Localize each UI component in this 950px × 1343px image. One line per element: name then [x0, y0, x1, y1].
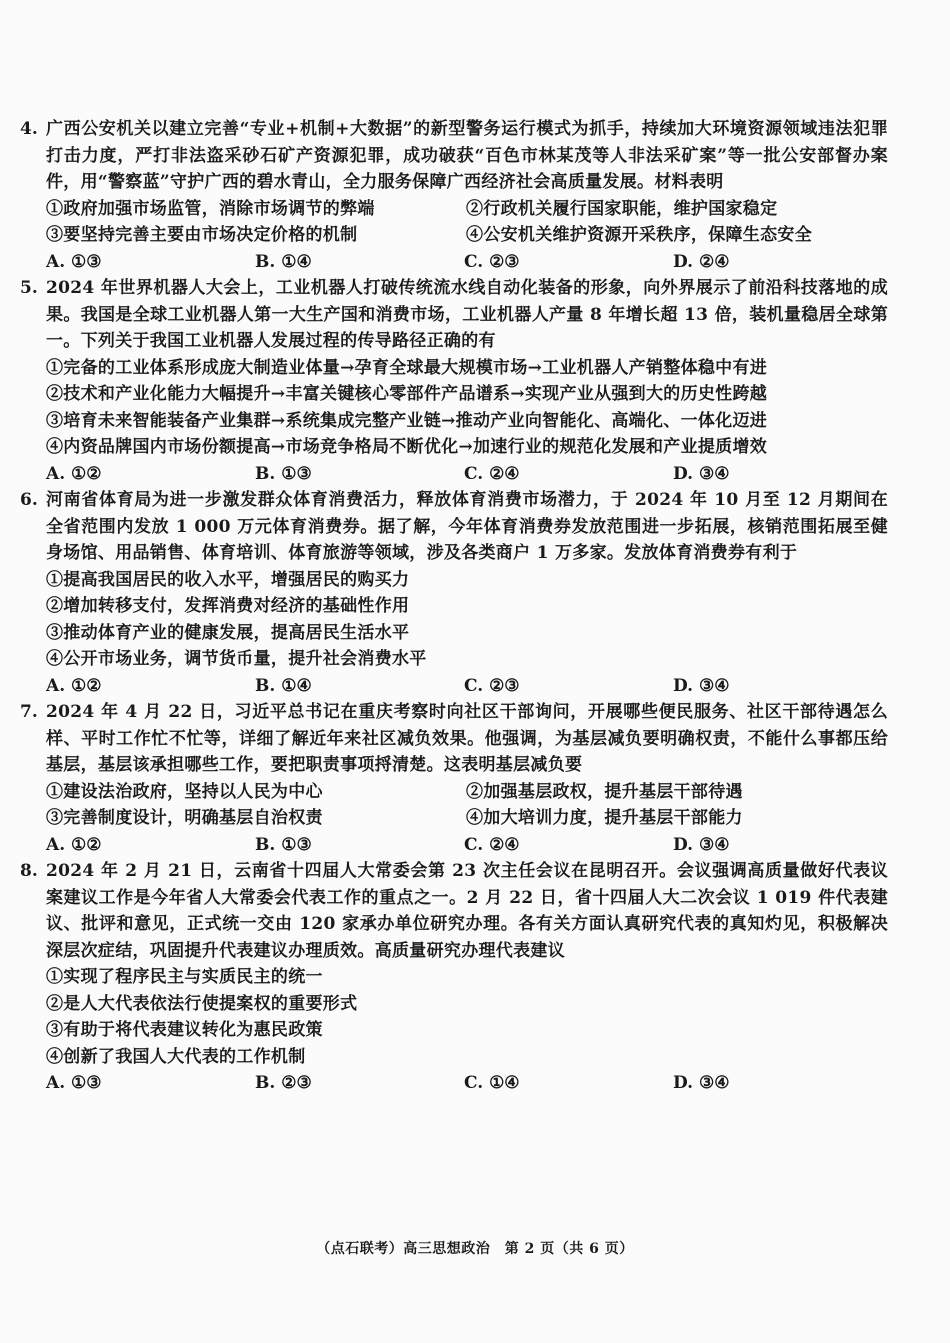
question-stem: 2024 年世界机器人大会上，工业机器人打破传统流水线自动化装备的形象，向外界展示了前沿科技落地的成果。我国是全球工业机器人第一大生产国和消费市场，工业机器人产量 8 年增长超 13 倍，装机量稳居全球第一。下列关于我国工业机器人发展过程的传导路径正确的有: [46, 278, 888, 351]
statement-grid: [46, 222, 888, 249]
choice-b: B. ②③: [255, 1073, 312, 1093]
question-stem: 河南省体育局为进一步激发群众体育消费活力，释放体育消费市场潜力，于 2024 年 10 月至 12 月期间在全省范围内发放 1 000 万元体育消费券。据了解，今年体育消费券发放范围进一步拓展，核销范围拓展至健身场馆、用品销售、体育培训、体育旅游等领域，涉及各类商户 1 万多家。发放体育消费券有利于: [46, 490, 888, 563]
answer-choices: [46, 673, 888, 700]
statement-1: ①政府加强市场监管，消除市场调节的弊端: [46, 198, 375, 219]
statement-1: ①提高我国居民的收入水平，增强居民的购买力: [46, 569, 410, 590]
statement-4: ④公开市场业务，调节货币量，提升社会消费水平: [46, 649, 427, 669]
choice-c: C. ②④: [464, 834, 520, 855]
choice-c: C. ②③: [464, 675, 520, 696]
choice-b: B. ①③: [255, 834, 312, 855]
choice-a: A. ①③: [46, 251, 102, 272]
statement-3: ③要坚持完善主要由市场决定价格的机制: [46, 225, 358, 245]
statement-1: ①完备的工业体系形成庞大制造业体量→孕育全球最大规模市场→工业机器人产销整体稳中有进: [46, 357, 768, 378]
statement-3: ③完善制度设计，明确基层自治权责: [46, 808, 323, 828]
statement-2: ②增加转移支付，发挥消费对经济的基础性作用: [46, 596, 410, 616]
choice-a: A. ①②: [46, 463, 102, 484]
statement-4: ④创新了我国人大代表的工作机制: [46, 1046, 306, 1067]
choice-d: D. ②④: [673, 251, 730, 272]
question-number: 8.: [20, 861, 38, 881]
question-7: [20, 699, 888, 858]
statement-4: ④公安机关维护资源开采秩序，保障生态安全: [466, 225, 812, 245]
answer-choices: [46, 249, 888, 276]
statement-3: ③有助于将代表建议转化为惠民政策: [46, 1020, 323, 1040]
statement-grid: [46, 196, 888, 223]
question-list: [20, 116, 888, 1097]
statement-3: ③推动体育产业的健康发展，提高居民生活水平: [46, 622, 410, 643]
choice-a: A. ①②: [46, 675, 102, 696]
question-6: [20, 487, 888, 699]
answer-choices: [46, 461, 888, 488]
choice-c: C. ②③: [464, 251, 520, 272]
choice-a: A. ①②: [46, 834, 102, 855]
question-stem: 2024 年 2 月 21 日，云南省十四届人大常委会第 23 次主任会议在昆明召开。会议强调高质量做好代表议案建议工作是今年省人大常委会代表工作的重点之一。2 月 22 日，省十四届人大二次会议 1 019 件代表建议、批评和意见，正式统一交由 120 家承办单位研究办理。各有关方面认真研究代表的真知灼见，积极解决深层次症结，巩固提升代表建议办理质效。高质量研究办理代表建议: [46, 861, 888, 961]
statement-3: ③培育未来智能装备产业集群→系统集成完整产业链→推动产业向智能化、高端化、一体化迈进: [46, 410, 768, 431]
question-8: [20, 858, 888, 1097]
choice-d: D. ③④: [673, 463, 730, 484]
statement-1: ①建设法治政府，坚持以人民为中心: [46, 781, 323, 802]
choice-b: B. ①③: [255, 463, 312, 484]
choice-c: C. ①④: [464, 1073, 520, 1093]
question-number: 7.: [20, 702, 38, 722]
question-4: [20, 116, 888, 275]
statement-2: ②是人大代表依法行使提案权的重要形式: [46, 993, 358, 1014]
question-5: [20, 275, 888, 487]
statement-grid: [46, 805, 888, 832]
statement-2: ②技术和产业化能力大幅提升→丰富关键核心零部件产品谱系→实现产业从强到大的历史性跨越: [46, 384, 768, 404]
statement-4: ④加大培训力度，提升基层干部能力: [466, 808, 743, 828]
statement-grid: [46, 779, 888, 806]
choice-d: D. ③④: [673, 834, 730, 855]
choice-d: D. ③④: [673, 1073, 730, 1093]
choice-b: B. ①④: [255, 675, 312, 696]
choice-b: B. ①④: [255, 251, 312, 272]
choice-c: C. ②④: [464, 463, 520, 484]
choice-a: A. ①③: [46, 1073, 102, 1093]
statement-1: ①实现了程序民主与实质民主的统一: [46, 967, 323, 987]
answer-choices: [46, 832, 888, 859]
answer-choices: [46, 1070, 888, 1097]
question-stem: 2024 年 4 月 22 日，习近平总书记在重庆考察时向社区干部询问，开展哪些便民服务、社区干部待遇怎么样、平时工作忙不忙等，详细了解近年来社区减负效果。他强调，为基层减负要明确权责，不能什么事都压给基层，基层该承担哪些工作，要把职责事项捋清楚。这表明基层减负要: [46, 702, 888, 775]
statement-2: ②加强基层政权，提升基层干部待遇: [466, 781, 743, 802]
question-number: 6.: [20, 490, 38, 510]
page-footer: （点石联考）高三思想政治 第 2 页（共 6 页）: [316, 1241, 634, 1257]
statement-2: ②行政机关履行国家职能，维护国家稳定: [466, 198, 778, 219]
question-number: 4.: [20, 119, 38, 139]
question-number: 5.: [20, 278, 38, 298]
choice-d: D. ③④: [673, 675, 730, 696]
question-stem: 广西公安机关以建立完善“专业+机制+大数据”的新型警务运行模式为抓手，持续加大环境资源领域违法犯罪打击力度，严打非法盗采砂石矿产资源犯罪，成功破获“百色市林某茂等人非法采矿案”等一批公安部督办案件，用“警察蓝”守护广西的碧水青山，全力服务保障广西经济社会高质量发展。材料表明: [46, 119, 888, 192]
statement-4: ④内资品牌国内市场份额提高→市场竞争格局不断优化→加速行业的规范化发展和产业提质增效: [46, 437, 768, 457]
